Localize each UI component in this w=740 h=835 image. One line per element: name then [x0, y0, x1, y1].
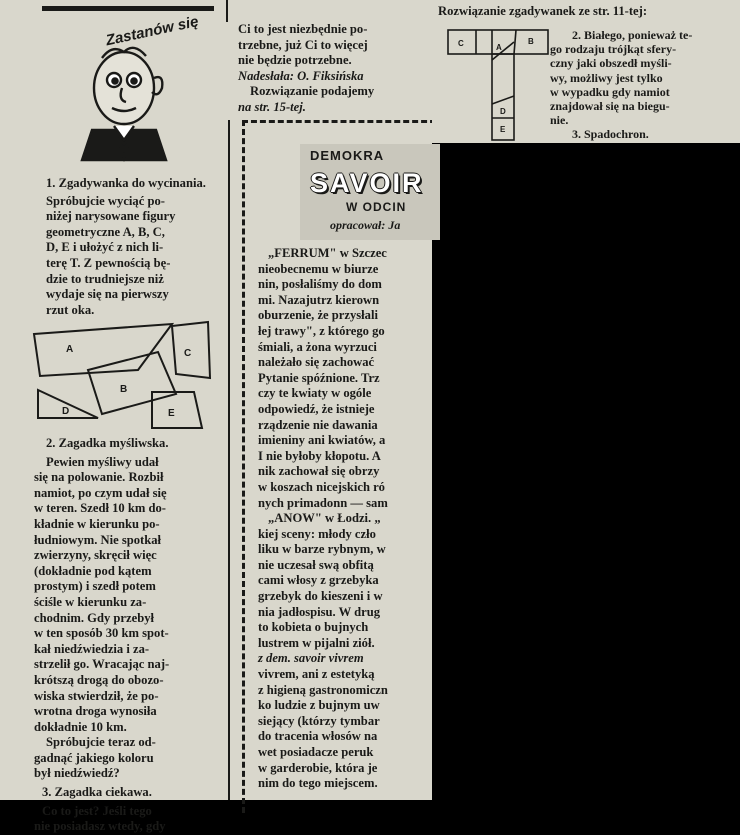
shape-label-d: D [62, 406, 70, 417]
text-line: nie posiadasz wtedy, gdy [34, 819, 166, 834]
sender-line: Nadesłała: O. Fiksińska [238, 68, 364, 83]
text-line: dzie to trudniejsze niż [46, 271, 164, 286]
text-line: ko ludzie z bujnym uw [258, 698, 380, 713]
text-line: zwierzyny, skręcił więc [34, 548, 157, 563]
text-line: trzebne, już Ci to więcej [238, 37, 368, 52]
text-line: nie uczesał swą obfitą [258, 557, 374, 572]
text-line: łudniowym. Nie spotkał [34, 532, 162, 547]
text-line: się na polowanie. Rozbił [34, 470, 164, 485]
text-line: „ANOW" w Łodzi. „ [268, 511, 381, 526]
text-line: lustrem w pijalni ziół. [258, 635, 375, 650]
text-line: cami włosy z grzebyka [258, 573, 379, 588]
text-line: I nie byłoby kłopotu. A [258, 448, 381, 463]
puzzle3-text [32, 804, 216, 835]
text-line: kiej sceny: młody czło [258, 526, 376, 541]
text-line: należało się zachować [258, 355, 375, 370]
text-line: terę T. Z pewnością bę- [46, 255, 171, 270]
text-line: wydaje się na pierwszy [46, 287, 169, 302]
text-line: wy, możliwy jest tylko [550, 70, 663, 85]
text-line: nieobecnemu w biurze [258, 261, 379, 276]
zastanow-sie-logo [62, 13, 210, 168]
text-line: dokładnie 10 km. [34, 719, 127, 734]
text-line: gadnąć jakiego koloru [34, 750, 154, 765]
answers-text [550, 28, 738, 142]
puzzle2-heading: 2. Zagadka myśliwska. [46, 436, 169, 450]
text-line: w teren. Szedł 10 km do- [34, 501, 166, 516]
text-line: Spróbujcie teraz od- [46, 735, 156, 750]
text-line: 3. Spadochron. [572, 127, 649, 142]
text-line: imieniny ani kwiatów, a [258, 433, 386, 448]
text-line: do tracenia włosów na [258, 729, 378, 744]
text-line: „FERRUM" w Szczec [268, 246, 387, 260]
t-figure [446, 26, 552, 142]
text-line: prostym) i szedł potem [34, 579, 156, 594]
text-line: strzelił go. Wracając naj- [34, 657, 170, 672]
shape-b [88, 352, 176, 414]
text-line: wet posiadacze peruk [258, 745, 374, 759]
text-line: rządzenie nie dawania [258, 417, 378, 432]
left-column [32, 176, 216, 318]
t-label-c: C [458, 39, 464, 48]
text-line: Ci to jest niezbędnie po- [238, 22, 368, 36]
text-line: mi. Nazajutrz kierown [258, 292, 380, 307]
column-rule [228, 120, 230, 800]
text-line: z higieną gastronomiczn [258, 682, 388, 697]
puzzle3-heading: 3. Zagadka ciekawa. [42, 785, 152, 800]
text-line: nim do tego miejscem. [258, 776, 378, 791]
puzzle1-heading: 1. Zgadywanka do wycinania. [46, 176, 206, 190]
t-label-e: E [500, 125, 506, 134]
logo-text: Zastanów się [104, 13, 200, 50]
answer-note: Rozwiązanie podajemy [250, 84, 375, 99]
text-line: w wypadku gdy namiot [550, 84, 670, 99]
shape-label-c: C [184, 348, 192, 359]
text-line: czy te kwiaty w ogóle [258, 386, 372, 401]
text-line: 2. Białego, ponieważ te- [572, 28, 693, 42]
text-line: nie będzie potrzebne. [238, 53, 352, 68]
text-line: oburzenie, że przysłali [258, 308, 378, 323]
text-line: Pewien myśliwy udał [46, 454, 159, 469]
text-line: w garderobie, która je [258, 760, 378, 775]
text-line: z dem. savoir vivrem [258, 651, 364, 666]
text-line: (dokładnie pod kątem [34, 563, 152, 578]
text-line: niżej narysowane figury [46, 209, 176, 224]
answers-fragment [432, 0, 740, 143]
article-text [258, 246, 438, 792]
shape-a [34, 324, 172, 376]
text-line: liku w barze rybnym, w [258, 542, 386, 557]
text-line: D, E i ułożyć z nich li- [46, 240, 164, 255]
savoir-vivre-banner [300, 144, 440, 240]
answer-note: na str. 15-tej. [238, 99, 306, 114]
text-line: grzebyk do kieszeni i w [258, 589, 383, 604]
shapes-figure [30, 318, 216, 434]
t-label-b: B [528, 37, 534, 46]
text-line: krótszą drogą do obozo- [34, 672, 164, 687]
middle-top-text [238, 22, 424, 116]
text-line: nik zachował się obrzy [258, 464, 380, 479]
text-line: Co to jest? Jeśli tego [42, 803, 152, 818]
shape-label-e: E [168, 408, 175, 419]
text-line: chodnim. Gdy przebył [34, 610, 155, 625]
text-line: to kobieta o bujnych [258, 620, 369, 635]
text-line: ściśle w kierunku za- [34, 594, 147, 609]
shape-label-a: A [66, 344, 74, 355]
t-label-d: D [500, 107, 506, 116]
text-line: śmiali, a żona wyrzuci [258, 339, 377, 354]
text-line: vivrem, ani z estetyką [258, 667, 375, 682]
banner-line1: DEMOKRA [310, 148, 385, 163]
text-line: nia jadłospisu. W drug [258, 604, 381, 619]
text-line: geometryczne A, B, C, [46, 224, 165, 239]
text-line: Pytanie spóźnione. Trz [258, 370, 380, 385]
text-line: znajdował się na biegu- [550, 99, 670, 114]
banner-line2: SAVOIR [310, 168, 424, 198]
text-line: nin, posłaliśmy do dom [258, 277, 382, 292]
banner-line4: opracował: Ja [330, 218, 401, 232]
text-line: wiska stwierdził, że po- [34, 688, 159, 703]
text-line: nych primadonn — sam [258, 495, 388, 510]
text-line: kał niedźwiedzia i za- [34, 641, 150, 656]
text-line: go rodzaju trójkąt sfery- [550, 42, 677, 57]
shape-label-b: B [120, 384, 128, 395]
text-line: Spróbujcie wyciąć po- [46, 193, 165, 208]
text-line: siejący (którzy tymbar [258, 713, 380, 728]
t-label-a: A [496, 43, 502, 52]
text-line: nie. [550, 113, 569, 128]
text-line: kładnie w kierunku po- [34, 516, 160, 531]
banner-line3: W ODCIN [346, 200, 407, 214]
text-line: namiot, po czym udał się [34, 485, 167, 500]
text-line: rzut oka. [46, 302, 95, 317]
answers-heading: Rozwiązanie zgadywanek ze str. 11-tej: [438, 4, 648, 18]
text-line: był niedźwiedź? [34, 766, 120, 781]
column-divider [226, 0, 228, 22]
text-line: łej trawy", z którego go [258, 323, 385, 338]
puzzle1-text [32, 194, 216, 319]
puzzle2-text [32, 455, 216, 782]
text-line: w ten sposób 30 km spot- [34, 626, 169, 641]
shape-e [152, 392, 202, 428]
text-line: w koszach nicejskich ró [258, 479, 385, 494]
text-line: odpowiedź, że istnieje [258, 401, 375, 416]
top-rule [42, 6, 214, 11]
text-line: wrotna droga wynosiła [34, 704, 157, 719]
text-line: czny jaki obszedł myśli- [550, 56, 672, 71]
left-column-lower [32, 436, 216, 835]
